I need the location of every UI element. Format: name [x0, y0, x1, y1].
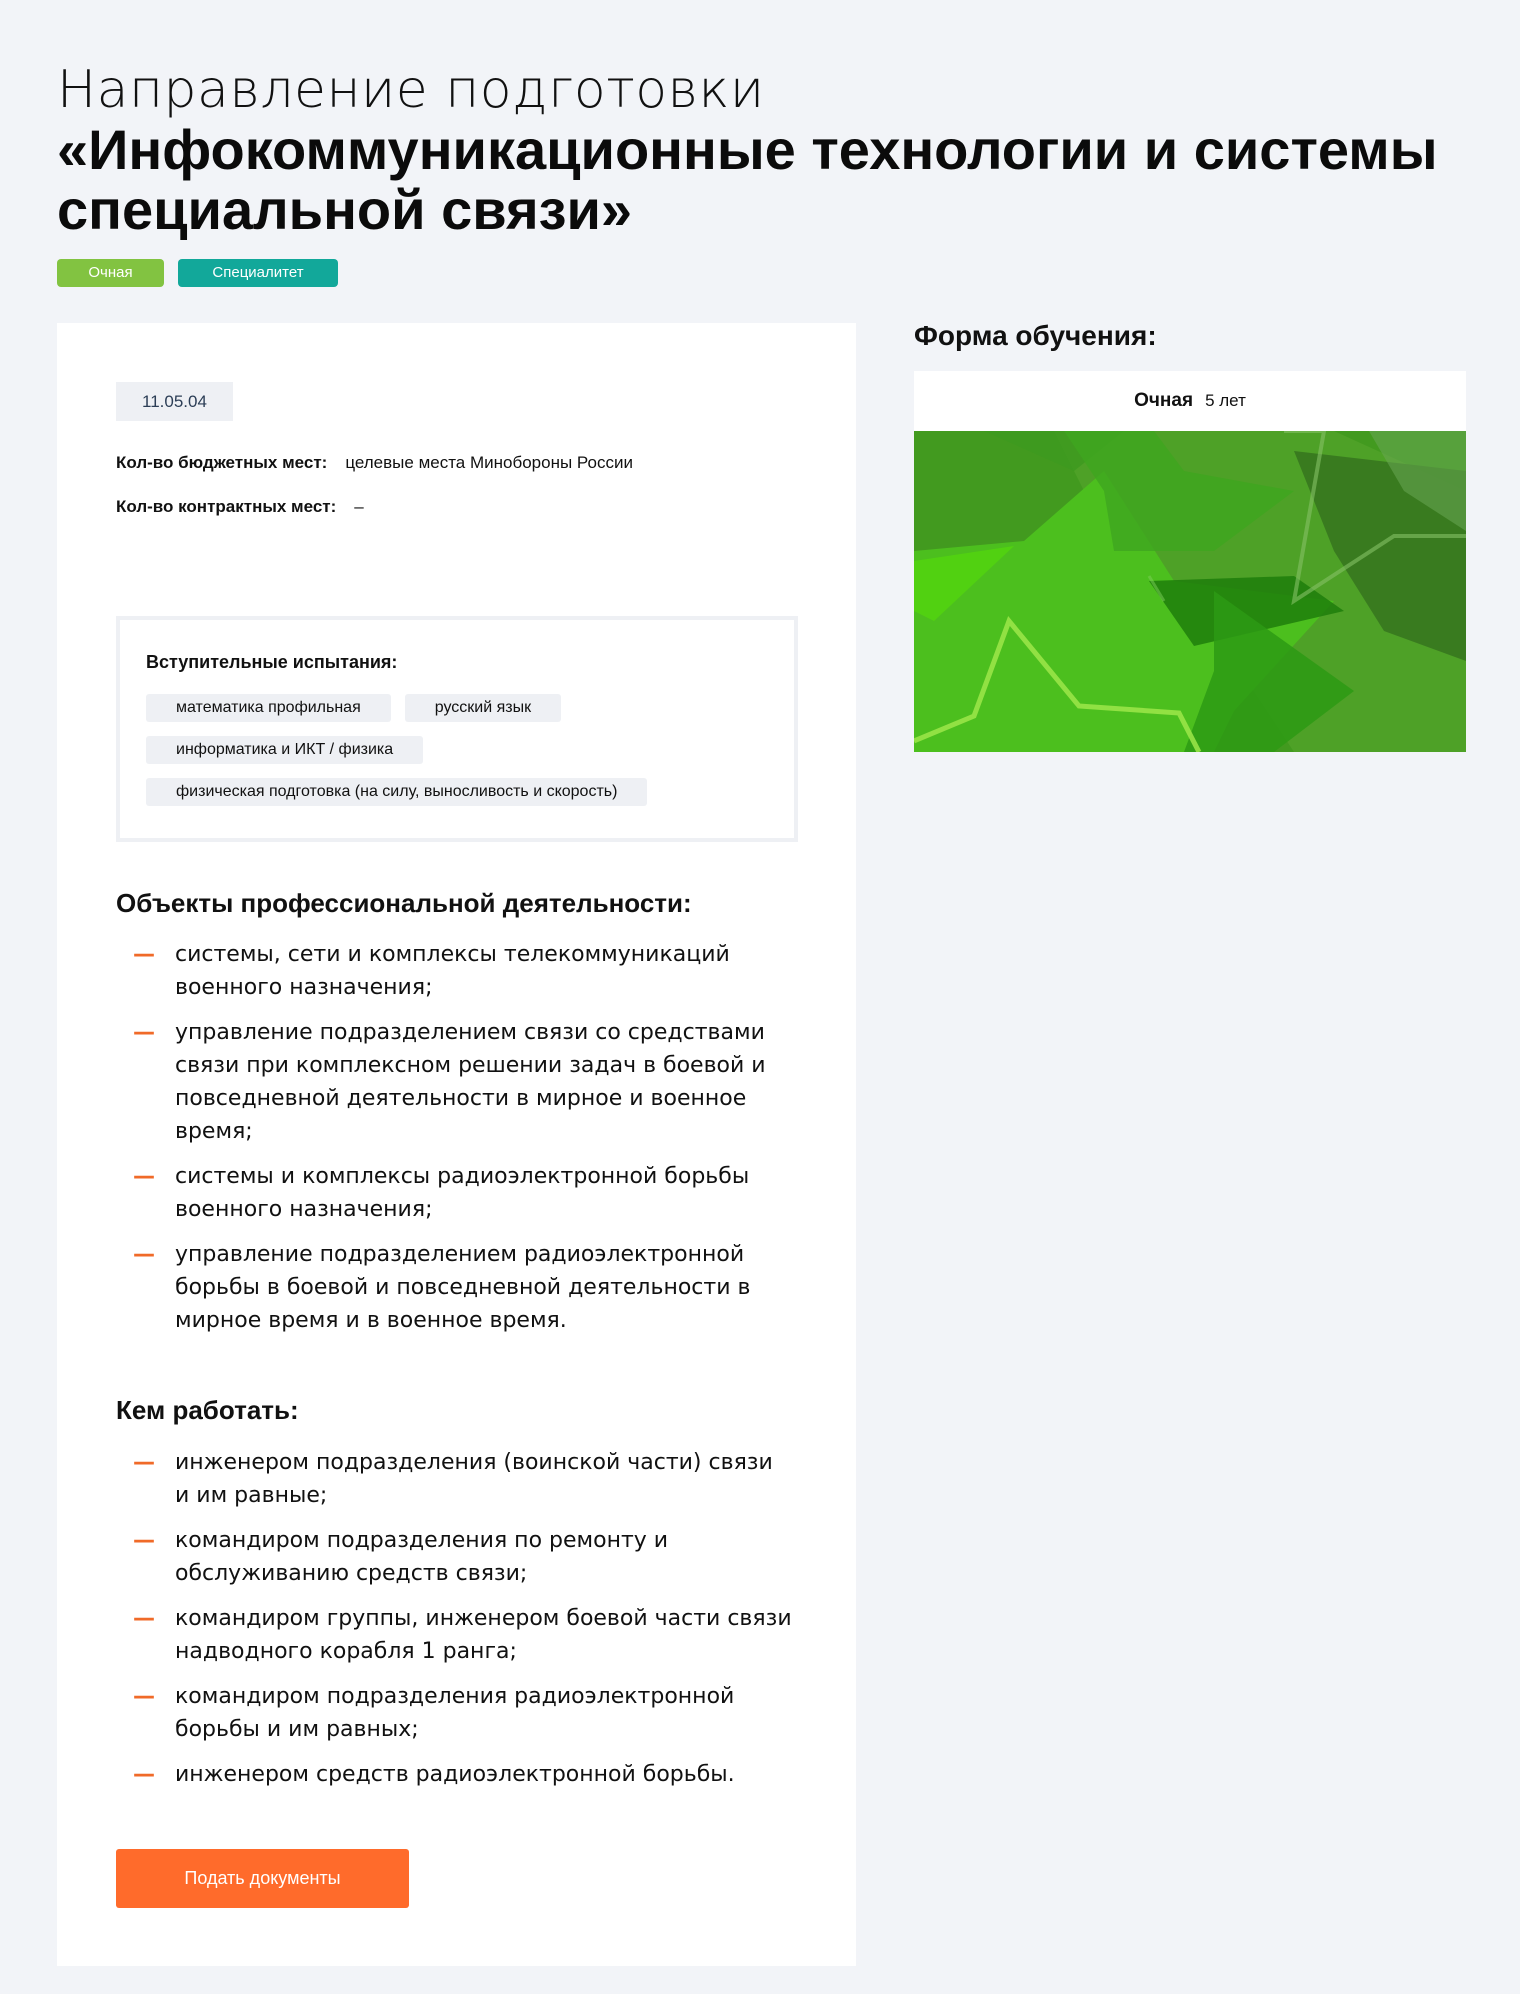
list-item: — управление подразделением связи со средствами связи при комплексном решении задач в боевой и повседневной деятельности в мирное и военное время;	[133, 1016, 793, 1148]
list-item: — командиром подразделения по ремонту и обслуживанию средств связи;	[133, 1524, 793, 1590]
badge-group	[57, 259, 338, 287]
study-form-title: Форма обучения:	[914, 320, 1157, 351]
objects-list	[133, 938, 793, 1349]
contract-places-label: Кол-во контрактных мест:	[116, 497, 337, 516]
degree-badge: Специалитет	[178, 259, 338, 287]
dash-icon: —	[133, 1450, 155, 1475]
dash-icon: —	[133, 1164, 155, 1189]
dash-icon: —	[133, 1020, 155, 1045]
list-item: — командиром подразделения радиоэлектронной борьбы и им равных;	[133, 1680, 793, 1746]
careers-list	[133, 1446, 793, 1803]
dash-icon: —	[133, 1242, 155, 1267]
contract-places-row	[116, 497, 364, 517]
page-title-main: «Инфокоммуникационные технологии и системы специальной связи»	[57, 118, 1438, 241]
list-item: — инженером подразделения (воинской части) связи и им равные;	[133, 1446, 793, 1512]
dash-icon: —	[133, 1684, 155, 1709]
budget-places-label: Кол-во бюджетных мест:	[116, 453, 328, 472]
list-item: — командиром группы, инженером боевой части связи надводного корабля 1 ранга;	[133, 1602, 793, 1668]
entrance-exams-title: Вступительные испытания:	[146, 652, 398, 672]
list-item: — системы и комплексы радиоэлектронной борьбы военного назначения;	[133, 1160, 793, 1226]
study-form-header	[914, 371, 1466, 431]
page-title	[57, 60, 1477, 240]
objects-section-title: Объекты профессиональной деятельности:	[116, 888, 692, 918]
exam-tag: русский язык	[405, 694, 561, 722]
study-form-mode: Очная	[1134, 390, 1194, 411]
contract-places-value: –	[354, 497, 364, 516]
careers-section-title: Кем работать:	[116, 1395, 299, 1425]
program-code: 11.05.04	[116, 382, 233, 421]
dash-icon: —	[133, 1606, 155, 1631]
exam-tag: математика профильная	[146, 694, 391, 722]
study-form-duration: 5 лет	[1205, 391, 1246, 410]
study-form-badge: Очная	[57, 259, 164, 287]
list-item: — управление подразделением радиоэлектронной борьбы в боевой и повседневной деятельности в мирное время и в военное время.	[133, 1238, 793, 1337]
study-form-card[interactable]	[914, 371, 1466, 752]
entrance-exams-box	[116, 616, 798, 842]
green-stars-illustration	[914, 431, 1466, 752]
entrance-exams-list	[146, 694, 776, 820]
dash-icon: —	[133, 1528, 155, 1553]
exam-tag: информатика и ИКТ / физика	[146, 736, 423, 764]
program-card	[57, 323, 856, 1966]
budget-places-value: целевые места Минобороны России	[345, 453, 633, 472]
dash-icon: —	[133, 1762, 155, 1787]
exam-tag: физическая подготовка (на силу, выносливость и скорость)	[146, 778, 647, 806]
list-item: — системы, сети и комплексы телекоммуникаций военного назначения;	[133, 938, 793, 1004]
page-title-prefix: Направление подготовки	[57, 60, 765, 120]
budget-places-row	[116, 453, 633, 473]
dash-icon: —	[133, 942, 155, 967]
list-item: — инженером средств радиоэлектронной борьбы.	[133, 1758, 793, 1791]
submit-documents-button[interactable]: Подать документы	[116, 1849, 409, 1908]
